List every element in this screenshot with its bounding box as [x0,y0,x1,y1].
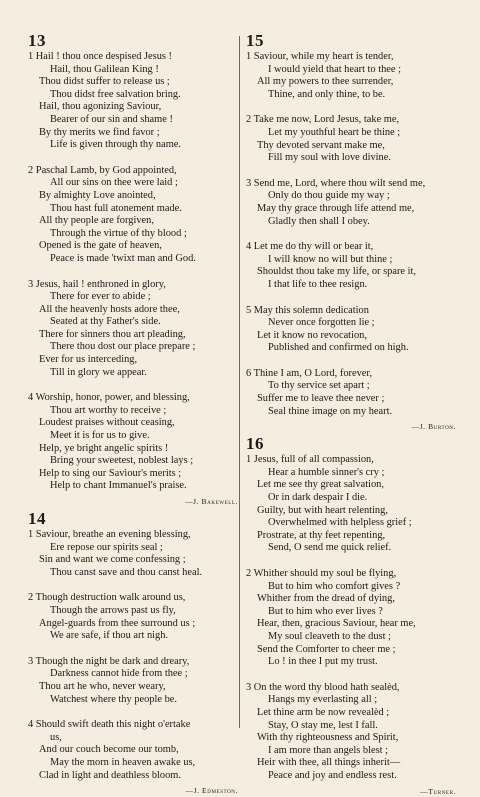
verse-line: Loudest praises without ceasing, [39,417,175,429]
verse-line: To thy service set apart ; [268,380,370,392]
verse-line: My soul cleaveth to the dust ; [268,630,391,642]
verse-line: I will know no will but thine ; [268,253,393,265]
verse-line: Though the arrows past us fly, [50,604,176,616]
verse-line: Hail, thou Galilean King ! [50,63,159,75]
verse-line: Lo ! in thee I put my trust. [268,656,378,668]
verse-line: Opened is the gate of heaven, [39,240,162,252]
hymn-block [246,32,456,432]
verse-line: But to him who comfort gives ? [268,580,401,592]
verse-line: 1 Hail ! thou once despised Jesus ! [28,51,172,62]
verse-line: Hear a humble sinner's cry ; [268,466,385,478]
hymn-block [28,32,238,507]
stanza [28,719,238,782]
verse-line: And our couch become our tomb, [39,744,179,756]
verse-line: 3 Though the night be dark and dreary, [28,655,190,667]
verse-line: Never once forgotten lie ; [268,317,375,329]
verse-line: By almighty Love anointed, [39,189,156,201]
verse-line: 4 Let me do thy will or bear it, [246,241,374,253]
stanza [28,529,238,579]
stanza [28,592,238,642]
right-column [246,32,456,797]
verse-line: 3 Jesus, hail ! enthroned in glory, [28,278,166,290]
verse-line: There thou dost our place prepare ; [50,341,196,353]
verse-line: Clad in light and deathless bloom. [39,769,181,781]
verse-line: Thou art he who, never weary, [39,680,166,692]
stanza [246,305,456,355]
hymn-number: 15 [246,31,264,50]
verse-line: 5 May this solemn dedication [246,304,369,316]
verse-line: Thine, and only thine, to be. [268,88,386,100]
verse-line: Life is given through thy name. [50,139,182,151]
verse-line: Published and confirmed on high. [268,342,409,354]
verse-line: Thy devoted servant make me, [257,139,385,151]
hymn-attribution: —J. Burton. [411,422,456,432]
verse-line: 2 Whither should my soul be flying, [246,568,397,579]
verse-line: Till in glory we appear. [50,366,147,378]
verse-line: Darkness cannot hide from thee ; [50,668,188,680]
verse-line: Guilty, but with heart relenting, [257,504,388,516]
verse-line: Thou didst free salvation bring. [50,88,181,100]
stanza [28,392,238,493]
verse-line: Thou hast full atonement made. [50,202,182,214]
verse-line: Through the virtue of thy blood ; [50,227,187,239]
stanza [246,241,456,291]
verse-line: But to him who ever lives ? [268,605,383,617]
verse-line: Send the Comforter to cheer me ; [257,643,396,655]
stanza [246,368,456,418]
stanza [246,568,456,669]
verse-line: Thou canst save and thou canst heal. [50,566,203,578]
stanza [28,279,238,380]
column-divider [239,36,240,728]
verse-line: With thy righteousness and Spirit, [257,732,399,744]
verse-line: May the morn in heaven awake us, [50,756,196,768]
verse-line: There for ever to abide ; [50,291,151,303]
verse-line: Let thine arm be now revealèd ; [257,706,390,718]
verse-line: I would yield that heart to thee ; [268,63,402,75]
verse-line: 3 Send me, Lord, where thou wilt send me, [246,177,426,189]
verse-line: Seal thine image on my heart. [268,405,393,417]
verse-line: Only do thou guide my way ; [268,190,390,202]
hymn-number: 13 [28,31,46,50]
verse-line: Sin and want we come confessing ; [39,554,186,566]
verse-line: We are safe, if thou art nigh. [50,630,169,642]
verse-line: Shouldst thou take my life, or spare it, [257,266,417,278]
stanza [246,454,456,555]
verse-line: Let me see thy great salvation, [257,479,384,491]
verse-line: Hear, then, gracious Saviour, hear me, [257,618,416,630]
verse-line: Help to sing our Saviour's merits ; [39,467,182,479]
verse-line: Let it know no revocation, [257,329,367,341]
hymn-number: 16 [246,434,264,454]
verse-line: Whither from the dread of dying, [257,593,395,605]
hymn-block [28,510,238,796]
verse-line: I am more than angels blest ; [268,744,389,756]
verse-line: Seated at thy Father's side. [50,316,161,328]
verse-line: Bring your sweetest, noblest lays ; [50,455,194,467]
verse-line: Peace and joy and endless rest. [268,769,397,781]
verse-line: Meet it is for us to give. [50,430,150,442]
hymn-attribution: —J. Bakewell. [184,497,238,506]
stanza [28,165,238,266]
verse-line: 2 Paschal Lamb, by God appointed, [28,164,177,176]
verse-line: All the heavenly hosts adore thee, [39,303,180,315]
verse-line: us, [50,731,62,743]
verse-line: Gladly then shall I obey. [268,215,370,227]
verse-line: Heir with thee, all things inherit— [257,757,401,769]
stanza [28,51,238,152]
verse-line: Angel-guards from thee surround us ; [39,617,196,629]
verse-line: Prostrate, at thy feet repenting, [257,529,386,541]
verse-line: Help, ye bright angelic spirits ! [39,442,169,454]
verse-line: Thou art worthy to receive ; [50,404,167,416]
verse-line: 4 Worship, honor, power, and blessing, [28,392,190,404]
verse-line: All my powers to thee surrender, [257,76,394,88]
hymn-block [246,435,456,796]
verse-line: 1 Jesus, full of all compassion, [246,454,374,466]
verse-line: 2 Take me now, Lord Jesus, take me, [246,114,400,126]
verse-line: 1 Saviour, breathe an evening blessing, [28,529,191,540]
verse-line: 2 Though destruction walk around us, [28,592,186,604]
verse-line: Watchest where thy people be. [50,693,177,705]
verse-line: Hangs my everlasting all ; [268,694,378,706]
stanza [246,114,456,164]
verse-line: May thy grace through life attend me, [257,202,415,214]
verse-line: Bearer of our sin and shame ! [50,113,173,125]
verse-line: Send, O send me quick relief. [268,542,392,554]
stanza [28,656,238,706]
hymn-number: 14 [28,509,46,528]
hymn-attribution: —J. Edmeston. [185,786,238,796]
verse-line: Overwhelmed with helpless grief ; [268,517,412,529]
verse-line: There for sinners thou art pleading, [39,328,186,340]
verse-line: Ever for us interceding, [39,354,138,366]
verse-line: 6 Thine I am, O Lord, forever, [246,367,373,379]
stanza [246,682,456,783]
hymn-attribution: —Turner. [420,786,456,796]
verse-line: All our sins on thee were laid ; [50,177,178,189]
verse-line: By thy merits we find favor ; [39,126,160,138]
verse-line: Suffer me to leave thee never ; [257,393,385,405]
verse-line: Ere repose our spirits seal ; [50,541,163,553]
verse-line: All thy people are forgiven, [39,215,154,227]
verse-line: I that life to thee resign. [268,278,368,290]
verse-line: Fill my soul with love divine. [268,152,391,164]
verse-line: Help to chant Immanuel's praise. [50,480,187,492]
verse-line: Hail, thou agonizing Saviour, [39,101,162,113]
verse-line: 4 Should swift death this night o'ertake [28,719,191,731]
verse-line: Peace is made 'twixt man and God. [50,252,196,264]
verse-line: Or in dark despair I die. [268,492,368,504]
verse-line: 3 On the word thy blood hath sealèd, [246,681,400,693]
verse-line: Thou didst suffer to release us ; [39,76,170,88]
left-column [28,32,238,796]
stanza [246,178,456,228]
verse-line: Stay, O stay me, lest I fall. [268,719,378,731]
verse-line: 1 Saviour, while my heart is tender, [246,51,394,62]
stanza [246,51,456,101]
verse-line: Let my youthful heart be thine ; [268,126,401,138]
